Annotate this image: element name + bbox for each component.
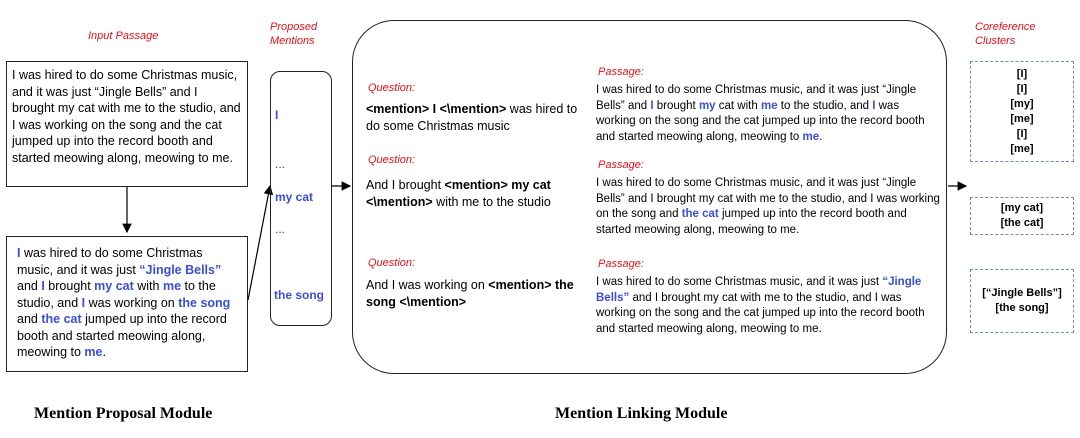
mention-me-2: me	[84, 345, 103, 359]
proposed-mention-the-song: the song	[274, 288, 324, 302]
mentions-ellipsis-2: ...	[275, 222, 286, 236]
cluster-1-item: [I]	[1016, 82, 1028, 95]
proposed-mention-I: I	[275, 108, 279, 122]
cluster-1-item: [my]	[1010, 97, 1034, 110]
cluster-3-item: [“Jingle Bells”]	[982, 287, 1062, 299]
mention-jingle-bells: “Jingle Bells”	[139, 262, 222, 277]
passage-1-text: I was hired to do some Christmas music, and it was just “Jingle Bells” and I brought my cat with me to the studio, and I was working on the song and the cat jumped up into the record booth and started meowing along, meowing to me.	[596, 84, 925, 143]
question-3-label: Question:	[368, 257, 416, 269]
passage-1-label: Passage:	[598, 66, 644, 78]
question-3-text: And I was working on <mention> the song <\mention>	[366, 278, 574, 309]
cluster-1-item: [I]	[1016, 67, 1028, 80]
mention-my-cat: my cat	[94, 279, 134, 293]
input-passage-label: Input Passage	[88, 30, 159, 42]
cluster-1-item: [I]	[1016, 127, 1028, 140]
passage-2-label: Passage:	[598, 159, 644, 171]
mention-me-1: me	[162, 279, 182, 293]
mention-I-1: I	[17, 246, 21, 260]
proposed-mention-my-cat: my cat	[275, 190, 314, 204]
cluster-2-item: [the cat]	[1000, 217, 1044, 229]
mention-the-cat: the cat	[41, 312, 82, 326]
question-2-text: And I brought <mention> my cat <\mention> with me to the studio	[366, 178, 551, 209]
mention-I-3: I	[81, 295, 86, 310]
cluster-1-box	[970, 61, 1074, 162]
mention-I-2: I	[41, 279, 45, 293]
annotated-passage-box: I was hired to do some Christmas music, and it was just “Jingle Bells” and I brought my cat with me to the studio, and I was working on the song and the cat jumped up into the record booth and started meowing along, meowing to me.	[6, 236, 248, 372]
cluster-3-item: [the song]	[995, 302, 1049, 314]
input-passage-box	[6, 61, 248, 187]
cluster-2-box	[970, 197, 1074, 235]
cluster-3-box	[970, 269, 1074, 333]
passage-3-label: Passage:	[598, 258, 644, 270]
cluster-1-item: [me]	[1010, 142, 1034, 155]
passage-3-text: I was hired to do some Christmas music, and it was just “Jingle Bells” and I brought my cat with me to the studio, and I was working on the song and the cat jumped up into the record booth and started meowing along, meowing to me.	[596, 276, 925, 335]
coreference-clusters-label: Coreference Clusters	[975, 21, 1036, 47]
mention-the-song: the song	[178, 295, 231, 310]
question-2-label: Question:	[368, 154, 416, 166]
question-1-text: <mention> I <\mention> was hired to do some Christmas music	[366, 102, 578, 133]
question-1-label: Question:	[368, 82, 416, 94]
proposed-mentions-label: Proposed Mentions	[270, 21, 318, 47]
passage-2-text: I was hired to do some Christmas music, and it was just “Jingle Bells” and I brought my cat with me to the studio, and I was working on the song and the cat jumped up into the record booth and started meowing along, meowing to me.	[596, 177, 940, 236]
proposed-mentions-box	[270, 71, 332, 326]
mentions-ellipsis-1: ...	[275, 157, 286, 171]
mention-proposal-module-title: Mention Proposal Module	[34, 405, 213, 422]
cluster-1-item: [me]	[1010, 112, 1034, 125]
mention-linking-module-title: Mention Linking Module	[555, 405, 728, 422]
input-passage-text: I was hired to do some Christmas music, and it was just “Jingle Bells” and I brought my cat with me to the studio, and I was working on the song and the cat jumped up into the record booth and started meowing along, meowing to me.	[12, 68, 241, 165]
cluster-2-item: [my cat]	[1000, 202, 1044, 214]
arrow-annotated-to-mentions	[248, 186, 270, 300]
